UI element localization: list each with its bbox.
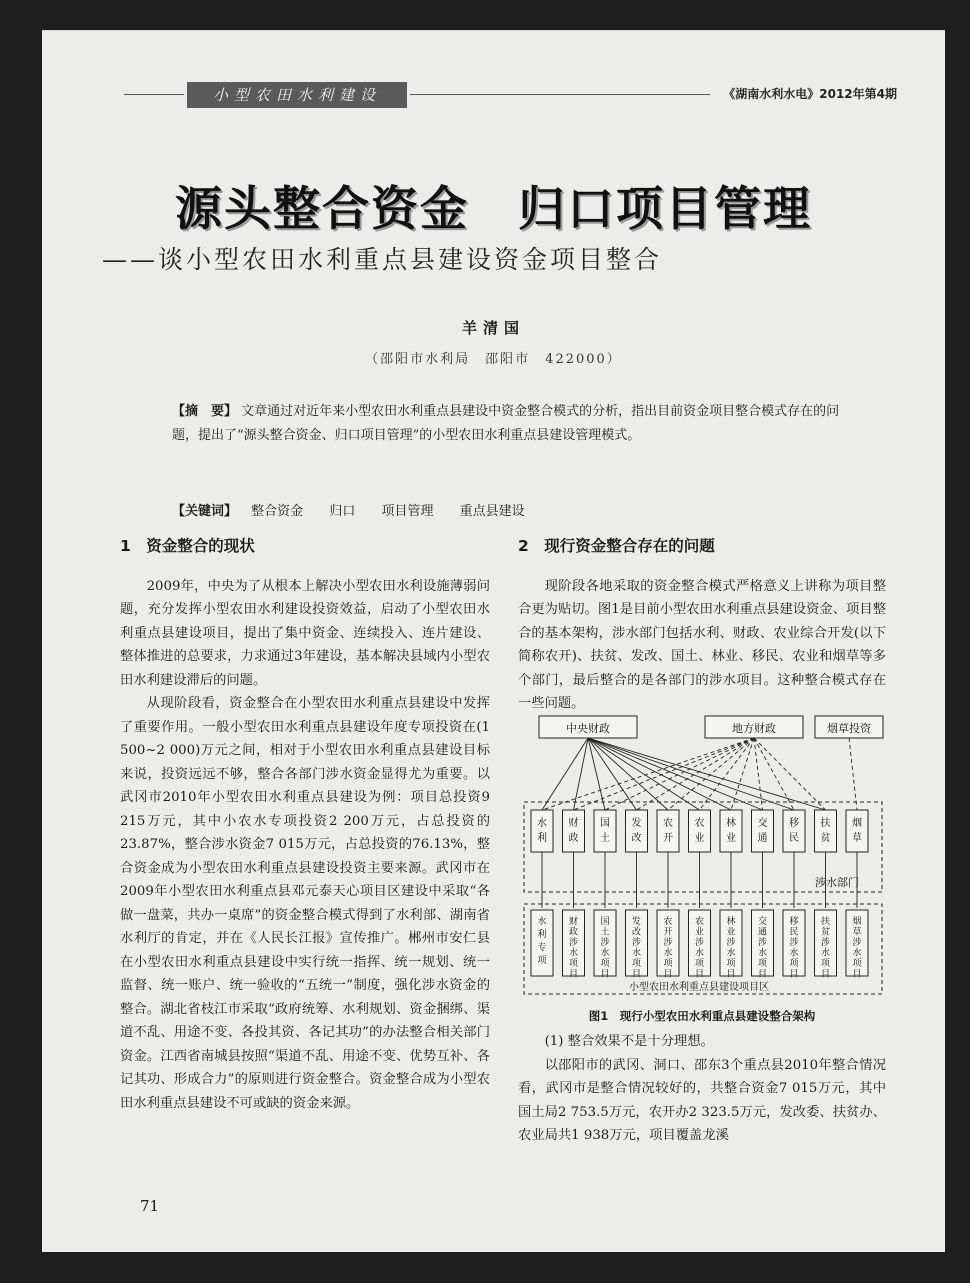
figure-1-diagram	[519, 710, 889, 1000]
dept-label-char: 交	[757, 818, 768, 829]
keyword: 整合资金	[251, 504, 304, 519]
project-label-char: 目	[757, 969, 768, 980]
project-label-char: 项	[757, 959, 768, 969]
dept-label-char: 开	[663, 833, 673, 844]
keywords	[172, 500, 547, 519]
source-label: 地方财政	[732, 722, 776, 735]
abstract-label: 【摘 要】	[172, 404, 238, 419]
dept-label-char: 业	[726, 833, 736, 844]
dept-box	[815, 810, 837, 852]
dept-label-char: 农	[694, 818, 705, 829]
project-label-char: 国	[600, 917, 610, 927]
dept-box	[720, 810, 742, 852]
project-label-char: 目	[663, 969, 673, 980]
affiliation: （邵阳市水利局 邵阳市 422000）	[365, 352, 622, 367]
project-label-char: 农	[663, 917, 673, 927]
dept-label-char: 改	[631, 833, 642, 844]
paragraph: 现阶段各地采取的资金整合模式严格意义上讲称为项目整合更为贴切。图1是目前小型农田水利重点县建设资金、项目整合的基本架构，涉水部门包括水利、财政、农业综合开发(以下简称农开)、扶贫、发改、国土、林业、移民、农业和烟草等多个部门，最后整合的是各部门的涉水项目。这种整合模式存在一些问题。	[518, 578, 886, 711]
local-fund-line	[668, 738, 754, 810]
project-label-char: 项	[663, 959, 673, 969]
dept-label-char: 民	[789, 833, 799, 844]
project-label-char: 农	[694, 917, 705, 927]
author: 羊清国	[461, 319, 525, 337]
dept-box	[689, 810, 711, 852]
right-column	[518, 535, 886, 716]
page-number: 71	[140, 1197, 160, 1215]
project-label-char: 通	[757, 927, 768, 938]
section-heading: 2 现行资金整合存在的问题	[518, 537, 715, 555]
project-label-char: 涉	[852, 938, 862, 948]
project-label-char: 目	[726, 969, 736, 980]
project-label-char: 目	[789, 969, 799, 980]
project-label-char: 项	[789, 959, 799, 969]
project-label-char: 项	[694, 959, 705, 969]
project-label-char: 民	[789, 927, 799, 938]
dept-label-char: 烟	[852, 818, 862, 829]
project-label-char: 业	[694, 927, 705, 938]
project-label-char: 项	[631, 959, 642, 969]
dept-label-char: 草	[852, 833, 862, 844]
project-label-char: 项	[568, 959, 579, 969]
project-label-char: 水	[820, 948, 831, 959]
article-subtitle: ——谈小型农田水利重点县建设资金项目整合	[102, 245, 663, 274]
dept-label-char: 国	[600, 818, 610, 829]
project-label-char: 草	[852, 927, 862, 938]
project-label-char: 涉	[726, 938, 736, 948]
project-label-char: 扶	[820, 917, 831, 927]
dept-label-char: 农	[663, 818, 673, 829]
project-label-char: 改	[631, 927, 642, 938]
dept-box	[531, 810, 553, 852]
project-label-char: 水	[726, 948, 736, 959]
column-banner: 小型农田水利建设	[187, 82, 407, 108]
project-label-char: 水	[600, 948, 610, 959]
keyword: 项目管理	[381, 504, 434, 519]
project-label-char: 水	[789, 948, 799, 959]
left-column	[120, 535, 490, 1115]
project-label-char: 贫	[820, 927, 831, 938]
dept-label-char: 财	[568, 818, 579, 829]
project-label-char: 项	[852, 959, 862, 969]
dept-label-char: 发	[631, 818, 642, 829]
project-label-char: 涉	[694, 938, 705, 948]
project-label-char: 涉	[789, 938, 799, 948]
paragraph: 以邵阳市的武冈、洞口、邵东3个重点县2010年整合情况看，武冈市是整合情况较好的，共整合资金7 015万元，其中国土局2 753.5万元，农开办2 323.5万元，发改委、扶贫办、农业局共1 938万元，项目覆盖龙溪	[518, 1057, 886, 1143]
project-label-char: 水	[568, 948, 579, 959]
central-fund-line	[588, 738, 731, 810]
continued-text	[518, 1030, 886, 1148]
header-rule-left	[124, 94, 184, 95]
project-label-char: 专	[537, 943, 547, 953]
central-fund-line	[588, 738, 605, 810]
dept-label-char: 贫	[820, 833, 831, 844]
project-label-char: 水	[631, 948, 642, 959]
project-label-char: 涉	[568, 938, 579, 948]
project-label-char: 目	[631, 969, 642, 980]
project-label-char: 开	[663, 927, 673, 938]
paragraph: 2009年，中央为了从根本上解决小型农田水利设施薄弱问题，充分发挥小型农田水利建设投资效益，启动了小型农田水利重点县建设项目，提出了集中资金、连续投入、连片建设、整体推进的总要求，力求通过3年建设，基本解决县域内小型农田水利建设滞后的问题。	[120, 578, 490, 688]
project-label-char: 目	[600, 969, 610, 980]
dept-label-char: 林	[726, 818, 736, 829]
dept-label-char: 政	[568, 833, 579, 844]
source-label: 烟草投资	[827, 722, 871, 735]
dept-box	[752, 810, 774, 852]
project-label-char: 目	[568, 969, 579, 980]
project-label-char: 涉	[631, 938, 642, 948]
project-label-char: 财	[568, 917, 579, 927]
dept-box	[563, 810, 585, 852]
dept-label-char: 业	[694, 833, 705, 844]
project-label-char: 烟	[852, 917, 862, 927]
figure-caption: 图1 现行小型农田水利重点县建设整合架构	[588, 1009, 816, 1023]
dept-box	[626, 810, 648, 852]
project-label-char: 涉	[663, 938, 673, 948]
dept-label-char: 土	[600, 833, 610, 844]
local-fund-line	[754, 738, 794, 810]
project-label-char: 水	[852, 948, 862, 959]
project-label-char: 目	[694, 969, 705, 980]
journal-page	[42, 30, 945, 1252]
project-label-char: 项	[726, 959, 736, 969]
keyword: 归口	[329, 504, 356, 519]
project-label-char: 交	[757, 917, 768, 927]
project-label-char: 政	[568, 927, 579, 938]
article-title: 源头整合资金 归口项目管理	[175, 182, 812, 237]
point-heading: (1) 整合效果不是十分理想。	[544, 1034, 714, 1049]
keywords-label: 【关键词】	[172, 504, 238, 519]
project-label-char: 涉	[757, 938, 768, 948]
project-label-char: 水	[663, 948, 673, 959]
project-label-char: 项	[600, 959, 610, 969]
project-label-char: 目	[820, 969, 831, 980]
dept-box	[846, 810, 868, 852]
local-fund-line	[754, 738, 763, 810]
dept-label-char: 移	[789, 818, 799, 829]
project-label-char: 林	[726, 917, 736, 927]
local-fund-line	[731, 738, 754, 810]
dept-label-char: 利	[537, 833, 547, 844]
source-label: 中央财政	[566, 722, 610, 735]
local-fund-line	[542, 738, 754, 810]
dept-box	[783, 810, 805, 852]
keyword: 重点县建设	[459, 504, 525, 519]
journal-issue: 《湖南水利水电》2012年第4期	[723, 87, 897, 101]
dept-box	[657, 810, 679, 852]
project-label-char: 水	[757, 948, 768, 959]
central-fund-line	[588, 738, 700, 810]
project-label-char: 涉	[820, 938, 831, 948]
project-label-char: 项	[820, 959, 831, 969]
dept-group-label: 涉水部门	[815, 876, 859, 889]
dept-label-char: 水	[537, 818, 547, 829]
project-label-char: 土	[600, 927, 610, 938]
dept-label-char: 通	[757, 833, 768, 844]
dept-label-char: 扶	[820, 818, 831, 829]
project-label-char: 项	[537, 956, 547, 966]
abstract	[172, 400, 862, 448]
central-fund-line	[588, 738, 763, 810]
project-label-char: 移	[789, 917, 799, 927]
section-heading: 1 资金整合的现状	[120, 537, 255, 555]
project-label-char: 利	[537, 930, 547, 940]
tobacco-fund-line	[849, 738, 857, 810]
project-label-char: 水	[694, 948, 705, 959]
paragraph: 从现阶段看，资金整合在小型农田水利重点县建设中发挥了重要作用。一般小型农田水利重点县建设年度专项投资在(1 500~2 000)万元之间，相对于小型农田水利重点县建设目标来说，投资远远不够，整合各部门涉水资金显得尤为重要。以武冈市2010年小型农田水利重点县建设为例：项目总投资9 215万元，其中小农水专项投资2 200万元，占总投资的23.87%，整合涉水资金7 015万元，占总投资的76.13%，整合资金成为小型农田水利重点县建设投资主要来源。武冈市在2009年小型农田水利重点县邓元泰天心项目区建设中采取“各做一盘菜，共办一桌席”的资金整合模式得到了水利部、湖南省水利厅的肯定，并在《人民长江报》宣传推广。郴州市安仁县在小型农田水利重点县建设中实行统一指挥、统一规划、统一监督、统一账户、统一验收的“五统一”制度，强化涉水资金的整合。湖北省枝江市采取“政府统筹、水利规划、资金捆绑、渠道不乱、用途不变、各投其资、各记其功”的办法整合相关部门资金。江西省南城县按照“渠道不乱、用途不变、优势互补、各记其功、形成合力”的原则进行资金整合。资金整合成为小型农田水利重点县建设不可或缺的资金来源。	[120, 696, 490, 1111]
project-label-char: 水	[537, 917, 547, 927]
dept-box	[594, 810, 616, 852]
abstract-text: 文章通过对近年来小型农田水利重点县建设中资金整合模式的分析，指出目前资金项目整合模式存在的问题，提出了“源头整合资金、归口项目管理”的小型农田水利重点县建设管理模式。	[172, 404, 840, 443]
central-fund-line	[588, 738, 637, 810]
central-fund-line	[588, 738, 794, 810]
project-group-label: 小型农田水利重点县建设项目区	[629, 982, 769, 993]
project-label-char: 目	[852, 969, 862, 980]
project-label-char: 业	[726, 927, 736, 938]
project-label-char: 涉	[600, 938, 610, 948]
header-rule-right	[410, 94, 710, 95]
project-label-char: 发	[631, 917, 642, 927]
